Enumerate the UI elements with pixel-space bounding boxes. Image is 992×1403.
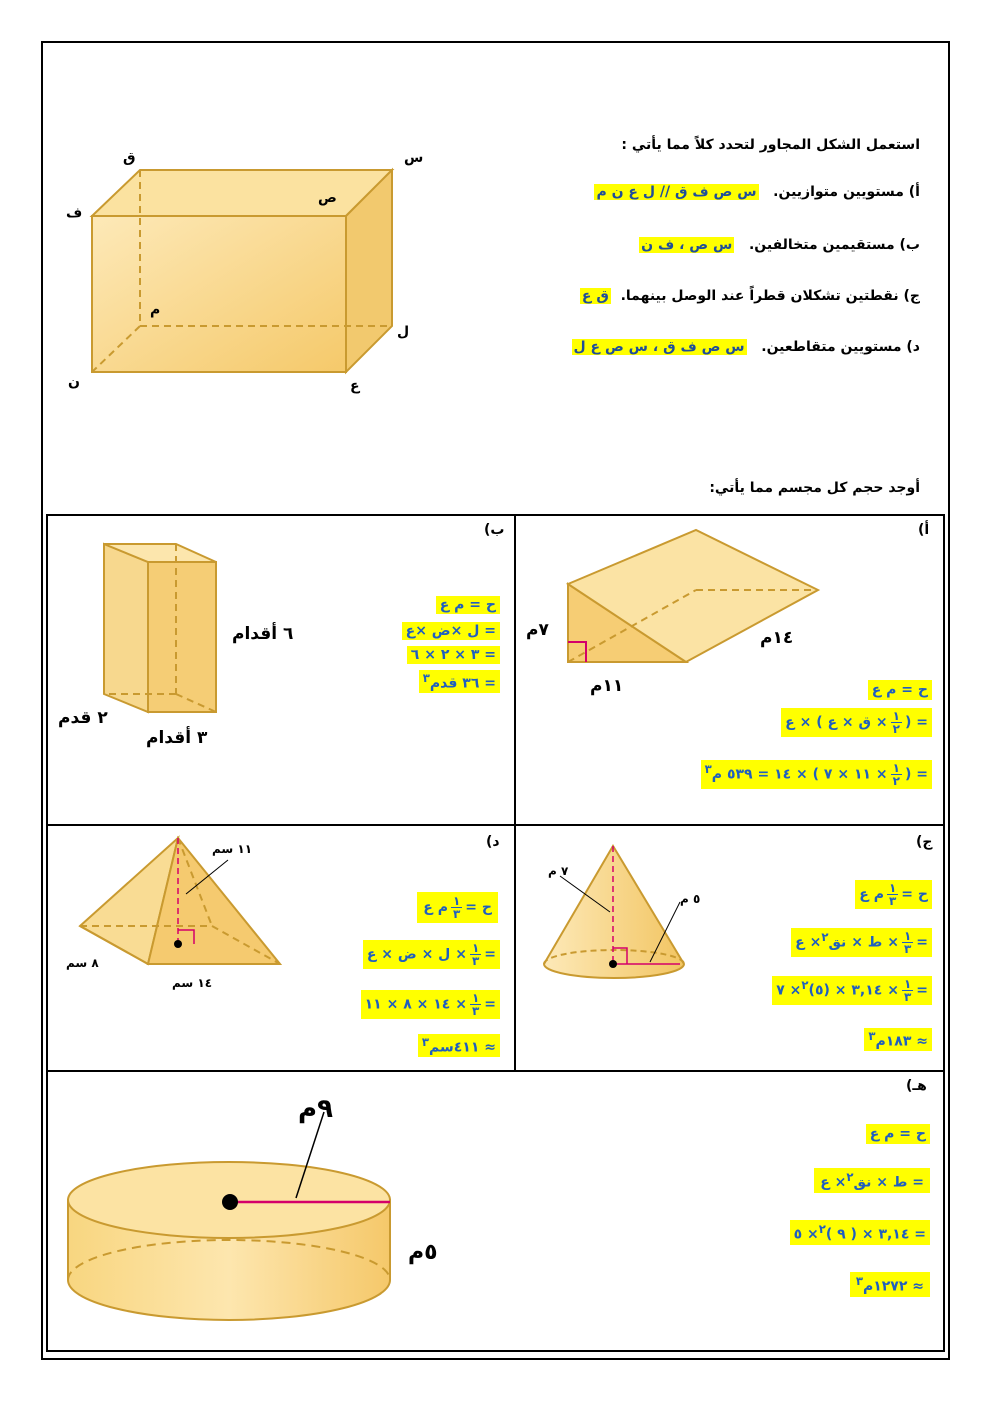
cell-d-line4: ≈ ٤١١سم$^٣$ (418, 1034, 500, 1057)
cell-b-width: ٢ قدم (58, 708, 108, 728)
cone-figure (540, 840, 690, 980)
grid-top (46, 514, 945, 516)
vertex-m: م (150, 302, 161, 318)
grid-mid1 (46, 824, 945, 826)
cell-d-line2: = $\frac{١}{٣}$ × ل × ض × ع (363, 940, 500, 969)
cell-d-label: د) (486, 834, 500, 850)
vertex-n: ن (68, 374, 80, 390)
vertex-sad: ص (318, 190, 337, 206)
grid-right (943, 514, 945, 1352)
grid-center (514, 514, 516, 1072)
cell-a-width: ١١م (590, 676, 624, 696)
vertex-f: ف (66, 205, 83, 221)
part1-instruction: استعمل الشكل المجاور لتحدد كلاً مما يأتي : (621, 137, 920, 153)
cell-c-radius: ٥ م (680, 892, 701, 906)
cell-e-line1: ح = م ع (866, 1124, 930, 1144)
cell-c-height: ٧ م (548, 864, 569, 878)
grid-left (46, 514, 48, 1352)
cell-a-line1: ح = م ع (868, 680, 932, 700)
cell-e-height: ٥م (408, 1240, 438, 1265)
cell-d-height: ١١ سم (212, 842, 253, 856)
part2-instruction: أوجد حجم كل مجسم مما يأتي: (709, 480, 920, 496)
cell-c-line1: ح = $\frac{١}{٣}$ م ع (855, 880, 932, 909)
cell-c-label: ج) (916, 834, 933, 850)
vertex-ayn: ع (350, 378, 360, 394)
cell-c-line4: ≈ ١٨٣م$^٣$ (864, 1028, 932, 1051)
cell-b-line3: = ٣ × ٢ × ٦ (407, 646, 500, 664)
cell-d-line3: = $\frac{١}{٣}$ × ١٤ × ٨ × ١١ (361, 990, 500, 1019)
part1-item-c: ج) نقطتين تشكلان قطراً عند الوصل بينهما. ق ع (581, 288, 920, 304)
cell-b-line4: = ٣٦ قدم$^٣$ (419, 670, 500, 693)
cell-e-label: هـ) (906, 1078, 927, 1094)
part1-item-b: ب) مستقيمين متخالفين. س ص ، ف ن (641, 237, 920, 253)
cell-b-line2: = ل ×ض ×ع (402, 622, 500, 640)
cell-a-height: ٧م (526, 620, 549, 640)
cell-e-line2: = ط × نق$^٢$× ع (814, 1168, 930, 1193)
cell-b-height: ٦ أقدام (232, 624, 294, 644)
box-figure (100, 540, 230, 720)
grid-bottom (46, 1350, 945, 1352)
cell-b-label: ب) (484, 522, 505, 538)
cell-d-width: ٨ سم (66, 956, 99, 970)
cell-e-line3: = ٣,١٤ × ( ٩ )$^٢$× ٥ (790, 1220, 930, 1245)
cell-d-line1: ح = $\frac{١}{٣}$ م ع (417, 892, 498, 923)
cell-a-line2: = ( $\frac{١}{٢}$ × ق × ع ) × ع (781, 708, 932, 737)
cell-b-length: ٣ أقدام (146, 728, 208, 748)
cell-c-line2: = $\frac{١}{٣}$ × ط × نق$^٢$× ع (791, 928, 932, 957)
cell-e-line4: ≈ ١٢٧٢م$^٣$ (850, 1272, 930, 1297)
cell-a-line3: = ( $\frac{١}{٢}$ × ١١ × ٧ ) × ١٤ = ٥٣٩ م$^٣$ (701, 760, 932, 789)
cylinder-figure (64, 1150, 394, 1330)
vertex-q: ق (123, 150, 136, 166)
cell-d-length: ١٤ سم (172, 976, 213, 990)
part1-item-d: د) مستويين متقاطعين. س ص ف ق ، س ص ع ل (573, 339, 920, 355)
part1-item-a: أ) مستويين متوازيين. س ص ف ق // ل ع ن م (596, 184, 920, 200)
vertex-l: ل (397, 324, 410, 340)
cell-c-line3: = $\frac{١}{٣}$ × ٣,١٤ × (٥)$^٢$× ٧ (772, 976, 932, 1005)
cell-a-label: أ) (918, 522, 930, 538)
vertex-s: س (404, 150, 424, 166)
cell-b-line1: ح = م ع (436, 596, 500, 614)
cell-a-length: ١٤م (760, 628, 794, 648)
rect-prism-figure (60, 150, 420, 400)
cell-e-radius: ٩م (298, 1094, 333, 1124)
grid-mid2 (46, 1070, 945, 1072)
pyramid-figure (76, 834, 286, 974)
